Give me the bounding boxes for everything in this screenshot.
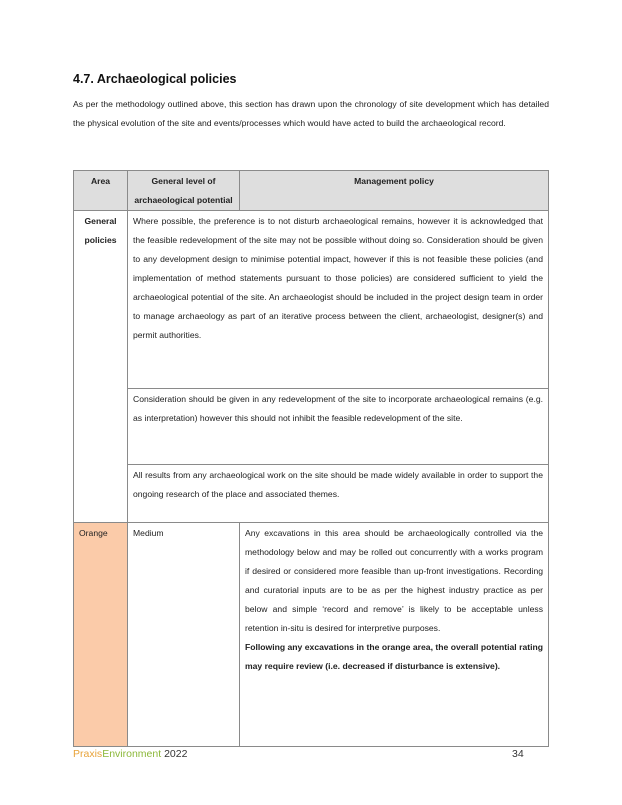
orange-management-policy xyxy=(240,523,549,747)
orange-policy-text: Any excavations in this area should be archaeologically controlled via the methodology below and may be rolled out concurrently with a works program if desired or considered more feasible than up-front investigations. Recording and curatorial inputs are to be as per the highest industry practice as per below and simple ‘record and remove’ is likely to be acceptable unless retention in-situ is desired for interpretive purposes. xyxy=(245,528,543,633)
footer-brand-praxis: Praxis xyxy=(73,748,103,760)
header-policy: Management policy xyxy=(240,171,549,211)
general-policy-paragraph-2: Consideration should be given in any redevelopment of the site to incorporate archaeological remains (e.g. as interpretation) however this should not inhibit the feasible redevelopment of the site. xyxy=(128,389,549,465)
page-number: 34 xyxy=(512,748,524,760)
table-header-row xyxy=(74,171,549,211)
archaeological-policy-table xyxy=(73,170,549,747)
potential-medium: Medium xyxy=(128,523,240,747)
area-orange: Orange xyxy=(74,523,128,747)
intro-paragraph: As per the methodology outlined above, this section has drawn upon the chronology of site development which has detailed the physical evolution of the site and events/processes which would have acted to build the archaeological record. xyxy=(73,99,549,128)
orange-policy-bold-note: Following any excavations in the orange area, the overall potential rating may require review (i.e. decreased if disturbance is extensive). xyxy=(245,642,543,671)
footer-year: 2022 xyxy=(164,748,188,760)
area-general-policies: General policies xyxy=(74,211,128,523)
general-policy-paragraph-3: All results from any archaeological work on the site should be made widely available in order to support the ongoing research of the place and associated themes. xyxy=(128,465,549,523)
header-area: Area xyxy=(74,171,128,211)
header-potential: General level of archaeological potential xyxy=(128,171,240,211)
section-heading: 4.7. Archaeological policies xyxy=(73,72,237,86)
footer-brand xyxy=(73,748,187,760)
table-row xyxy=(74,465,549,523)
general-policy-paragraph-1: Where possible, the preference is to not disturb archaeological remains, however it is acknowledged that the feasible redevelopment of the site may not be possible without doing so. Consideration should be given to any development design to minimise potential impact, however if this is not feasible these policies (and implementation of method statements pursuant to those policies) are considered sufficient to yield the archaeological potential of the site. An archaeologist should be included in the project design team in order to manage archaeology as part of an iterative process between the client, archaeologist, designer(s) and permit authorities. xyxy=(128,211,549,389)
table-row xyxy=(74,523,549,747)
footer-brand-environment: Environment xyxy=(102,748,162,760)
table-row xyxy=(74,389,549,465)
table-row xyxy=(74,211,549,389)
